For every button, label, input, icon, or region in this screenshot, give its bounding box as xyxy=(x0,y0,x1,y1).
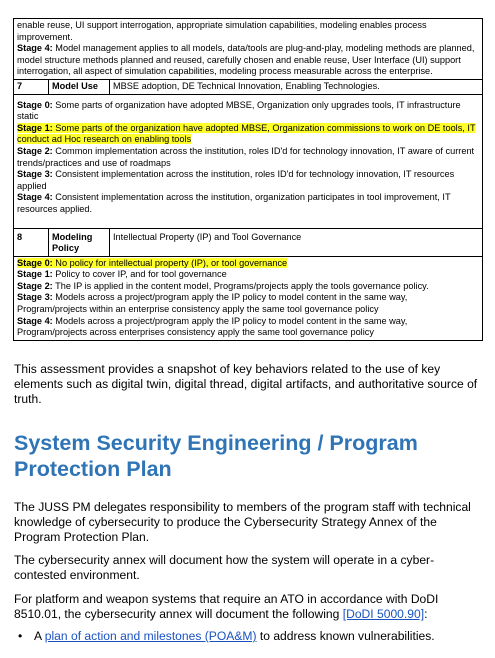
poam-link[interactable]: plan of action and milestones (POA&M) xyxy=(44,629,257,643)
stage-label: Stage 4: xyxy=(17,192,53,203)
stage-label: Stage 4: xyxy=(17,315,53,326)
ato-paragraph xyxy=(14,592,484,622)
stages-cell xyxy=(14,256,483,340)
stage-text: No policy for intellectual property (IP), or tool governance xyxy=(52,257,288,268)
stage-3 xyxy=(17,292,479,315)
stage-1 xyxy=(17,123,479,146)
assessment-paragraph: This assessment provides a snapshot of key behaviors related to the use of key elements such as digital twin, digital thread, digital artifacts, and authoritative source of truth. xyxy=(14,362,478,407)
stage-text: The IP is applied in the content model, Programs/projects apply the tools governance policy. xyxy=(52,280,429,291)
stage-label: Stage 0: xyxy=(17,99,53,110)
stage-text: Policy to cover IP, and for tool governance xyxy=(52,269,227,280)
stage-label: Stage 2: xyxy=(17,280,53,291)
stage-0 xyxy=(17,100,479,123)
maturity-table xyxy=(13,18,483,341)
row-description: Intellectual Property (IP) and Tool Governance xyxy=(110,228,483,256)
stage-4 xyxy=(17,316,479,339)
stage-text: Models across a project/program apply the IP policy to model content in the same way, Program/projects within an enterprise consistency apply the same tool governance policy xyxy=(17,292,408,315)
row-number: 7 xyxy=(14,79,49,94)
stage-label: Stage 3: xyxy=(17,169,53,180)
section-heading: System Security Engineering / Program Protection Plan xyxy=(14,431,418,481)
ato-colon: : xyxy=(424,607,428,622)
stage-label: Stage 1: xyxy=(17,269,53,280)
stage-text: Models across a project/program apply the IP policy to model content in the same way, Program/projects across enterprises consistency apply the same tool governance policy xyxy=(17,315,408,338)
table-row-continued xyxy=(14,19,483,80)
stage-3 xyxy=(17,169,479,192)
delegates-paragraph: The JUSS PM delegates responsibility to members of the program staff with technical knowledge of cybersecurity to produce the Cybersecurity Strategy Annex of the Program Protection Plan. xyxy=(14,500,471,545)
stage-text: Some parts of organization have adopted MBSE, Organization only upgrades tools, IT infrastructure static xyxy=(17,99,461,122)
stage-label: Stage 1: xyxy=(17,122,53,133)
annex-paragraph: The cybersecurity annex will document how the system will operate in a cyber-contested environment. xyxy=(14,553,435,583)
row-7-stages xyxy=(14,94,483,228)
continued-stage-4 xyxy=(17,43,479,78)
bullet-prefix: A xyxy=(34,629,45,643)
stage-text: Model management applies to all models, data/tools are plug-and-play, modeling methods are planned, model structure methods planned and reused, carefully chosen and enable reuse, User Interface (UI) support interrogation, all aspect of simulation capabilities, modeling process measurable across the enterprise. xyxy=(17,43,475,77)
row-description: MBSE adoption, DE Technical Innovation, Enabling Technologies. xyxy=(110,79,483,94)
stages-cell xyxy=(14,94,483,228)
row-8-stages xyxy=(14,256,483,340)
stage-label: Stage 4: xyxy=(17,43,53,54)
ato-text: For platform and weapon systems that require an ATO in accordance with DoDI 8510.01, the cybersecurity annex will document the following xyxy=(14,592,439,622)
bullet-marker: • xyxy=(18,629,23,643)
row-name: Modeling Policy xyxy=(49,228,110,256)
row-number: 8 xyxy=(14,228,49,256)
stage-label: Stage 2: xyxy=(17,145,53,156)
stage-0 xyxy=(17,258,479,270)
continued-text: enable reuse, UI support interrogation, appropriate simulation capabilities, modeling enables process improvement. xyxy=(17,20,427,42)
stage-label: Stage 3: xyxy=(17,292,53,303)
continued-cell xyxy=(14,19,483,80)
highlighted-stage xyxy=(17,258,287,268)
highlighted-stage xyxy=(17,123,475,145)
row-8-header xyxy=(14,228,483,256)
stage-text: Common implementation across the institution, roles ID'd for technology innovation, IT aware of current trends/practices and use of roadmaps xyxy=(17,145,475,168)
row-7-header xyxy=(14,79,483,94)
stage-text: Some parts of the organization have adopted MBSE, Organization commissions to work on DE tools, IT conduct ad Hoc research on enabling tools xyxy=(17,122,476,145)
stage-2 xyxy=(17,281,479,293)
bullet-suffix: to address known vulnerabilities. xyxy=(256,629,435,643)
stage-4 xyxy=(17,192,479,215)
stage-2 xyxy=(17,146,479,169)
stage-1 xyxy=(17,269,479,281)
dodi-reference-link[interactable]: [DoDI 5000.90] xyxy=(342,607,425,622)
stage-text: Consistent implementation across the institution, roles ID'd for technology innovation, IT resources applied xyxy=(17,169,455,191)
stage-text: Consistent implementation across the institution, organization participates in tool improvement, IT resources applied. xyxy=(17,192,451,214)
row-name: Model Use xyxy=(49,79,110,94)
bullet-item xyxy=(18,629,435,644)
stage-label: Stage 0: xyxy=(17,257,53,268)
